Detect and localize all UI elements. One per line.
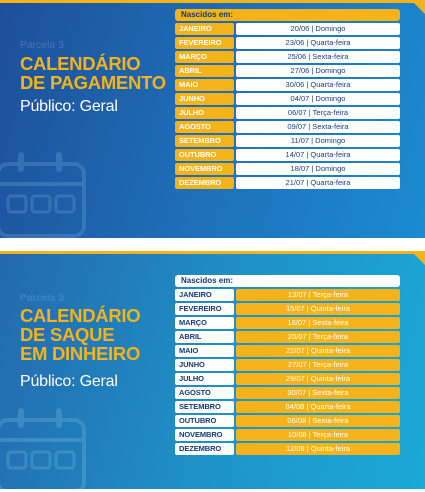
corner-decoration <box>411 251 425 265</box>
month-cell: DEZEMBRO <box>175 177 234 189</box>
payment-calendar-panel <box>0 0 425 238</box>
date-cell: 16/07 | Sexta-feira <box>236 317 400 329</box>
date-cell: 21/07 | Quarta-feira <box>236 177 400 189</box>
audience-label: Público: Geral <box>20 98 118 115</box>
date-cell: 06/08 | Sexta-feira <box>236 415 400 427</box>
date-cell: 04/07 | Domingo <box>236 93 400 105</box>
accent-bar <box>0 251 425 254</box>
table-row <box>175 303 400 315</box>
withdrawal-calendar-panel <box>0 251 425 489</box>
date-cell: 29/07 | Quinta-feira <box>236 373 400 385</box>
month-cell: OUTUBRO <box>175 149 234 161</box>
date-cell: 20/07 | Terça-feira <box>236 331 400 343</box>
month-cell: ABRIL <box>175 331 234 343</box>
table-row <box>175 373 400 385</box>
table-row <box>175 429 400 441</box>
month-cell: AGOSTO <box>175 387 234 399</box>
table-row <box>175 345 400 357</box>
table-row <box>175 51 400 63</box>
month-cell: JANEIRO <box>175 289 234 301</box>
calendar-icon <box>0 406 89 489</box>
month-cell: JUNHO <box>175 93 234 105</box>
table-row <box>175 93 400 105</box>
table-header: Nascidos em: <box>175 275 400 287</box>
month-cell: JUNHO <box>175 359 234 371</box>
month-cell: MARÇO <box>175 51 234 63</box>
table-row <box>175 401 400 413</box>
calendar-icon <box>0 150 89 238</box>
withdrawal-schedule-table <box>175 275 400 457</box>
date-cell: 20/06 | Domingo <box>236 23 400 35</box>
table-header: Nascidos em: <box>175 9 400 21</box>
table-row <box>175 177 400 189</box>
page-title <box>20 54 166 92</box>
title-line: CALENDÁRIO <box>20 53 141 74</box>
date-cell: 09/07 | Sexta-feira <box>236 121 400 133</box>
date-cell: 30/07 | Sexta-feira <box>236 387 400 399</box>
date-cell: 25/06 | Sexta-feira <box>236 51 400 63</box>
month-cell: SETEMBRO <box>175 135 234 147</box>
month-cell: OUTUBRO <box>175 415 234 427</box>
month-cell: AGOSTO <box>175 121 234 133</box>
table-row <box>175 149 400 161</box>
audience-label: Público: Geral <box>20 373 118 390</box>
month-cell: JANEIRO <box>175 23 234 35</box>
table-row <box>175 37 400 49</box>
installment-kicker: Parcela 3 <box>20 40 65 51</box>
title-line: CALENDÁRIO <box>20 305 141 326</box>
month-cell: JULHO <box>175 373 234 385</box>
page-title <box>20 306 140 363</box>
title-line: DE PAGAMENTO <box>20 72 166 93</box>
month-cell: DEZEMBRO <box>175 443 234 455</box>
month-cell: ABRIL <box>175 65 234 77</box>
month-cell: JULHO <box>175 107 234 119</box>
table-row <box>175 107 400 119</box>
corner-decoration <box>411 0 425 14</box>
title-line: EM DINHEIRO <box>20 343 141 364</box>
month-cell: NOVEMBRO <box>175 429 234 441</box>
table-row <box>175 65 400 77</box>
month-cell: MAIO <box>175 79 234 91</box>
date-cell: 15/07 | Quinta-feira <box>236 303 400 315</box>
date-cell: 27/07 | Terça-feira <box>236 359 400 371</box>
date-cell: 12/08 | Quinta-feira <box>236 443 400 455</box>
table-row <box>175 359 400 371</box>
date-cell: 23/06 | Quarta-feira <box>236 37 400 49</box>
month-cell: FEVEREIRO <box>175 37 234 49</box>
date-cell: 13/07 | Terça-feira <box>236 289 400 301</box>
installment-kicker: Parcela 3 <box>20 293 65 304</box>
accent-bar <box>0 0 425 3</box>
table-row <box>175 331 400 343</box>
title-line: DE SAQUE <box>20 324 115 345</box>
table-row <box>175 415 400 427</box>
month-cell: MARÇO <box>175 317 234 329</box>
table-row <box>175 317 400 329</box>
table-row <box>175 135 400 147</box>
month-cell: SETEMBRO <box>175 401 234 413</box>
date-cell: 18/07 | Domingo <box>236 163 400 175</box>
date-cell: 30/06 | Quarta-feira <box>236 79 400 91</box>
table-row <box>175 163 400 175</box>
table-row <box>175 443 400 455</box>
date-cell: 10/08 | Terça-feira <box>236 429 400 441</box>
payment-schedule-table <box>175 9 400 191</box>
table-row <box>175 23 400 35</box>
table-row <box>175 387 400 399</box>
month-cell: NOVEMBRO <box>175 163 234 175</box>
table-row <box>175 121 400 133</box>
date-cell: 27/06 | Domingo <box>236 65 400 77</box>
date-cell: 11/07 | Domingo <box>236 135 400 147</box>
date-cell: 06/07 | Terça-feira <box>236 107 400 119</box>
date-cell: 22/07 | Quinta-feira <box>236 345 400 357</box>
table-row <box>175 79 400 91</box>
date-cell: 14/07 | Quarta-feira <box>236 149 400 161</box>
date-cell: 04/08 | Quarta-feira <box>236 401 400 413</box>
table-row <box>175 289 400 301</box>
month-cell: FEVEREIRO <box>175 303 234 315</box>
month-cell: MAIO <box>175 345 234 357</box>
